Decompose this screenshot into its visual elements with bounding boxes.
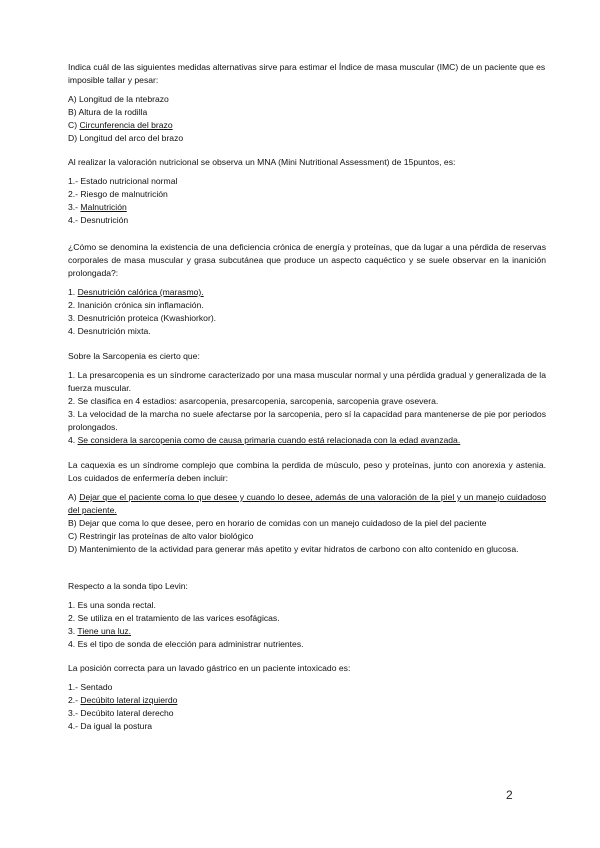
option-a-answer: A) Dejar que el paciente coma lo que desee y cuando lo desee, además de una valoración de la piel y un manejo cuidadoso del paciente. xyxy=(68,492,547,515)
option-1-answer: 1. Desnutrición calórica (marasmo). xyxy=(68,287,204,297)
question-stem: La posición correcta para un lavado gástrico en un paciente intoxicado es: xyxy=(68,663,351,673)
option-3-answer: 3. Tiene una luz. xyxy=(68,626,132,636)
option-b: B) Altura de la rodilla xyxy=(68,107,148,117)
question-stem: ¿Cómo se denomina la existencia de una deficiencia crónica de energía y proteínas, que da lugar a una pérdida de reservas corporales de masa muscular y grasa subcutánea que produce un aspecto caquéctico y se suele observar en la inanición prolongada?: xyxy=(68,242,546,278)
option-3-answer: 3.- Malnutrición xyxy=(68,202,127,212)
option-2: 2. Se utiliza en el tratamiento de las varices esofágicas. xyxy=(68,613,280,623)
question-6 xyxy=(68,580,546,651)
question-stem: Indica cuál de las siguientes medidas alternativas sirve para estimar el Índice de masa muscular (IMC) de un paciente que es imposible tallar y pesar: xyxy=(68,62,546,85)
option-4: 4.- Da igual la postura xyxy=(68,721,153,731)
option-3: 3.- Decúbito lateral derecho xyxy=(68,708,174,718)
question-4 xyxy=(68,350,546,447)
option-1: 1. La presarcopenia es un síndrome caracterizado por una masa muscular normal y una pérdida gradual y generalizada de la fuerza muscular. xyxy=(68,370,546,393)
option-3: 3. Desnutrición proteica (Kwashiorkor). xyxy=(68,313,217,323)
option-2: 2.- Riesgo de malnutrición xyxy=(68,189,168,199)
option-b: B) Dejar que coma lo que desee, pero en horario de comidas con un manejo cuidadoso de la piel del paciente xyxy=(68,518,487,528)
option-c-answer: C) Circunferencia del brazo xyxy=(68,120,173,130)
question-stem: Sobre la Sarcopenia es cierto que: xyxy=(68,351,200,361)
question-7 xyxy=(68,662,546,733)
question-1 xyxy=(68,61,546,145)
option-4-answer: 4. Se considera la sarcopenia como de causa primaria cuando está relacionada con la edad avanzada. xyxy=(68,435,461,445)
question-stem: La caquexia es un síndrome complejo que combina la perdida de músculo, peso y proteínas, junto con anorexia y astenia. Los cuidados de enfermería deben incluir: xyxy=(68,460,546,483)
option-4: 4.- Desnutrición xyxy=(68,215,129,225)
option-1: 1.- Sentado xyxy=(68,682,113,692)
option-2: 2. Inanición crónica sin inflamación. xyxy=(68,300,204,310)
option-1: 1. Es una sonda rectal. xyxy=(68,600,156,610)
option-2: 2. Se clasifica en 4 estadios: asarcopenia, presarcopenia, sarcopenia, sarcopenia grave osevera. xyxy=(68,396,439,406)
question-stem: Respecto a la sonda tipo Levin: xyxy=(68,581,188,591)
question-stem: Al realizar la valoración nutricional se observa un MNA (Mini Nutritional Assessment) de 15puntos, es: xyxy=(68,157,456,167)
question-2 xyxy=(68,156,546,227)
option-4: 4. Es el tipo de sonda de elección para administrar nutrientes. xyxy=(68,639,304,649)
option-d: D) Longitud del arco del brazo xyxy=(68,133,184,143)
option-2-answer: 2.- Decúbito lateral izquierdo xyxy=(68,695,178,705)
option-3: 3. La velocidad de la marcha no suele afectarse por la sarcopenia, pero sí la capacidad para mantenerse de pie por periodos prolongados. xyxy=(68,409,547,432)
page-number: 2 xyxy=(506,788,513,802)
question-3 xyxy=(68,241,546,338)
option-c: C) Restringir las proteínas de alto valor biológico xyxy=(68,531,254,541)
option-d: D) Mantenimiento de la actividad para generar más apetito y evitar hidratos de carbono con alto contenido en glucosa. xyxy=(68,544,519,554)
option-4: 4. Desnutrición mixta. xyxy=(68,326,151,336)
question-5 xyxy=(68,459,546,556)
option-a: A) Longitud de la ntebrazo xyxy=(68,94,169,104)
option-1: 1.- Estado nutricional normal xyxy=(68,176,178,186)
